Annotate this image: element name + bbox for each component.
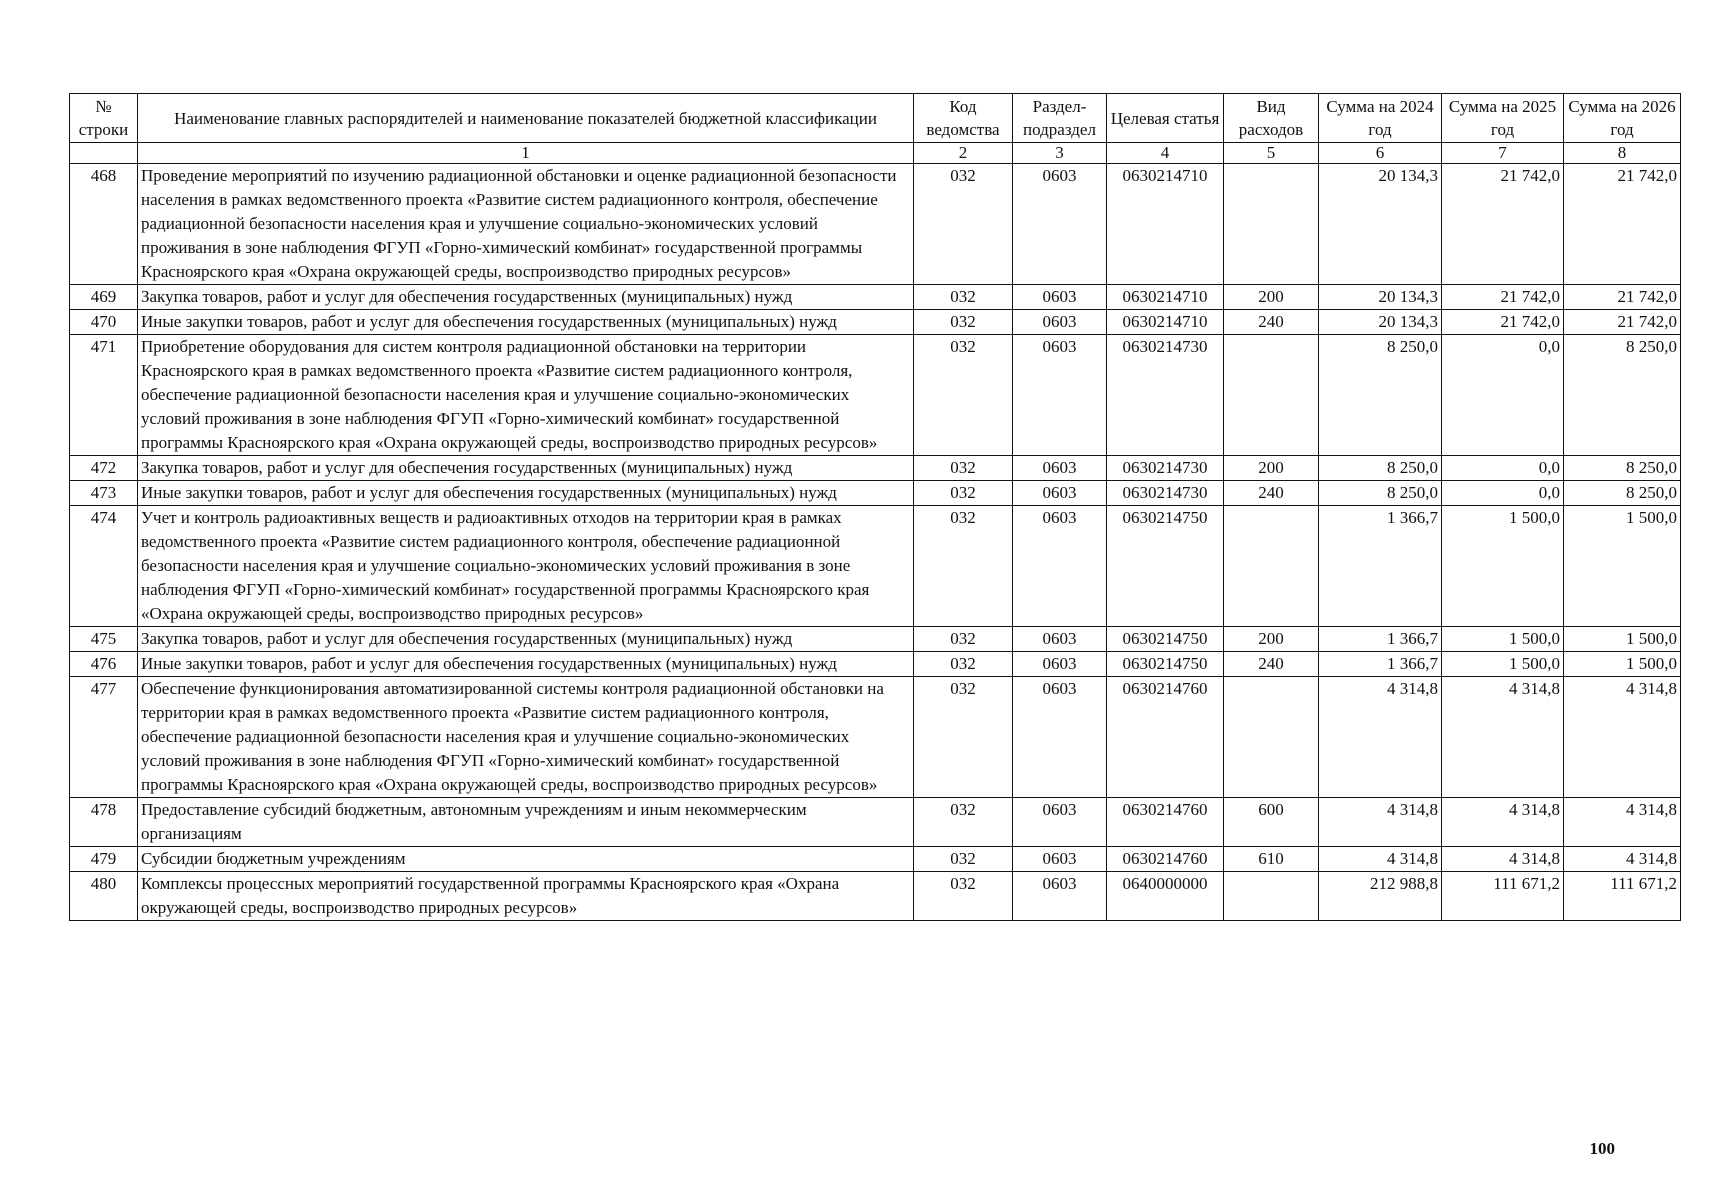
row-target-article: 0630214760 xyxy=(1107,798,1224,847)
row-target-article: 0630214750 xyxy=(1107,627,1224,652)
row-section: 0603 xyxy=(1013,310,1107,335)
row-name: Иные закупки товаров, работ и услуг для обеспечения государственных (муниципальных) нужд xyxy=(138,481,914,506)
row-name: Закупка товаров, работ и услуг для обеспечения государственных (муниципальных) нужд xyxy=(138,456,914,481)
column-number: 6 xyxy=(1319,143,1442,164)
row-target-article: 0630214710 xyxy=(1107,310,1224,335)
row-name: Иные закупки товаров, работ и услуг для обеспечения государственных (муниципальных) нужд xyxy=(138,310,914,335)
row-target-article: 0630214730 xyxy=(1107,481,1224,506)
row-sum-2026: 1 500,0 xyxy=(1564,506,1681,627)
header-name: Наименование главных распорядителей и наименование показателей бюджетной классификации xyxy=(138,94,914,143)
row-sum-2024: 4 314,8 xyxy=(1319,847,1442,872)
row-name: Учет и контроль радиоактивных веществ и радиоактивных отходов на территории края в рамках ведомственного проекта «Развитие систем радиационного контроля, обеспечение радиационной безопасности населения края и улучшение социально-экономических условий проживания в зоне наблюдения ФГУП «Горно-химический комбинат» государственной программы Красноярского края «Охрана окружающей среды, воспроизводство природных ресурсов» xyxy=(138,506,914,627)
row-number: 469 xyxy=(70,285,138,310)
row-name: Приобретение оборудования для систем контроля радиационной обстановки на территории Красноярского края в рамках ведомственного проекта «Развитие систем радиационного контроля, обеспечение радиационной безопасности населения края и улучшение социально-экономических условий проживания в зоне наблюдения ФГУП «Горно-химический комбинат» государственной программы Красноярского края «Охрана окружающей среды, воспроизводство природных ресурсов» xyxy=(138,335,914,456)
row-target-article: 0630214750 xyxy=(1107,652,1224,677)
row-sum-2024: 8 250,0 xyxy=(1319,456,1442,481)
row-sum-2026: 111 671,2 xyxy=(1564,872,1681,921)
header-row-number: № строки xyxy=(70,94,138,143)
row-expense-type: 600 xyxy=(1224,798,1319,847)
row-expense-type xyxy=(1224,335,1319,456)
row-sum-2024: 8 250,0 xyxy=(1319,481,1442,506)
row-number: 476 xyxy=(70,652,138,677)
row-number: 479 xyxy=(70,847,138,872)
row-number: 477 xyxy=(70,677,138,798)
row-expense-type xyxy=(1224,872,1319,921)
row-expense-type: 200 xyxy=(1224,285,1319,310)
row-sum-2026: 21 742,0 xyxy=(1564,310,1681,335)
row-sum-2025: 111 671,2 xyxy=(1442,872,1564,921)
row-sum-2026: 4 314,8 xyxy=(1564,798,1681,847)
header-row xyxy=(70,94,1681,143)
column-number: 4 xyxy=(1107,143,1224,164)
column-number: 1 xyxy=(138,143,914,164)
row-sum-2024: 20 134,3 xyxy=(1319,285,1442,310)
row-sum-2024: 1 366,7 xyxy=(1319,627,1442,652)
row-sum-2026: 4 314,8 xyxy=(1564,847,1681,872)
table-row xyxy=(70,456,1681,481)
row-sum-2025: 1 500,0 xyxy=(1442,506,1564,627)
row-sum-2026: 1 500,0 xyxy=(1564,652,1681,677)
column-number xyxy=(70,143,138,164)
header-section: Раздел-подраздел xyxy=(1013,94,1107,143)
row-number: 470 xyxy=(70,310,138,335)
row-department-code: 032 xyxy=(914,164,1013,285)
row-target-article: 0630214760 xyxy=(1107,847,1224,872)
row-section: 0603 xyxy=(1013,164,1107,285)
row-sum-2025: 0,0 xyxy=(1442,456,1564,481)
column-number: 8 xyxy=(1564,143,1681,164)
table-row xyxy=(70,677,1681,798)
row-target-article: 0630214710 xyxy=(1107,164,1224,285)
header-sum-2025: Сумма на 2025 год xyxy=(1442,94,1564,143)
row-number: 468 xyxy=(70,164,138,285)
row-number: 473 xyxy=(70,481,138,506)
row-sum-2024: 20 134,3 xyxy=(1319,164,1442,285)
row-section: 0603 xyxy=(1013,285,1107,310)
table-row xyxy=(70,627,1681,652)
header-sum-2024: Сумма на 2024 год xyxy=(1319,94,1442,143)
row-section: 0603 xyxy=(1013,798,1107,847)
table-row xyxy=(70,310,1681,335)
row-name: Иные закупки товаров, работ и услуг для обеспечения государственных (муниципальных) нужд xyxy=(138,652,914,677)
row-section: 0603 xyxy=(1013,506,1107,627)
row-department-code: 032 xyxy=(914,677,1013,798)
row-sum-2024: 1 366,7 xyxy=(1319,652,1442,677)
budget-table xyxy=(69,93,1681,921)
row-section: 0603 xyxy=(1013,335,1107,456)
row-sum-2024: 20 134,3 xyxy=(1319,310,1442,335)
column-number: 2 xyxy=(914,143,1013,164)
row-expense-type xyxy=(1224,506,1319,627)
row-section: 0603 xyxy=(1013,456,1107,481)
row-section: 0603 xyxy=(1013,872,1107,921)
row-sum-2025: 1 500,0 xyxy=(1442,627,1564,652)
row-sum-2025: 1 500,0 xyxy=(1442,652,1564,677)
table-row xyxy=(70,506,1681,627)
table-body xyxy=(70,164,1681,921)
row-sum-2026: 1 500,0 xyxy=(1564,627,1681,652)
row-expense-type: 200 xyxy=(1224,627,1319,652)
row-department-code: 032 xyxy=(914,456,1013,481)
row-target-article: 0630214730 xyxy=(1107,456,1224,481)
table-row xyxy=(70,481,1681,506)
row-sum-2026: 8 250,0 xyxy=(1564,481,1681,506)
header-target-article: Целевая статья xyxy=(1107,94,1224,143)
header-department-code: Код ведомства xyxy=(914,94,1013,143)
row-department-code: 032 xyxy=(914,872,1013,921)
row-expense-type xyxy=(1224,677,1319,798)
row-sum-2025: 0,0 xyxy=(1442,481,1564,506)
table-row xyxy=(70,285,1681,310)
row-department-code: 032 xyxy=(914,798,1013,847)
row-number: 471 xyxy=(70,335,138,456)
row-sum-2025: 21 742,0 xyxy=(1442,310,1564,335)
row-sum-2024: 8 250,0 xyxy=(1319,335,1442,456)
row-name: Закупка товаров, работ и услуг для обеспечения государственных (муниципальных) нужд xyxy=(138,285,914,310)
table-row xyxy=(70,652,1681,677)
row-target-article: 0630214760 xyxy=(1107,677,1224,798)
row-sum-2024: 212 988,8 xyxy=(1319,872,1442,921)
row-name: Комплексы процессных мероприятий государственной программы Красноярского края «Охрана окружающей среды, воспроизводство природных ресурсов» xyxy=(138,872,914,921)
row-sum-2026: 21 742,0 xyxy=(1564,285,1681,310)
row-section: 0603 xyxy=(1013,481,1107,506)
row-name: Субсидии бюджетным учреждениям xyxy=(138,847,914,872)
row-sum-2025: 4 314,8 xyxy=(1442,798,1564,847)
row-sum-2025: 0,0 xyxy=(1442,335,1564,456)
row-number: 475 xyxy=(70,627,138,652)
row-name: Предоставление субсидий бюджетным, автономным учреждениям и иным некоммерческим организациям xyxy=(138,798,914,847)
column-number: 5 xyxy=(1224,143,1319,164)
row-section: 0603 xyxy=(1013,652,1107,677)
row-expense-type: 200 xyxy=(1224,456,1319,481)
row-target-article: 0630214750 xyxy=(1107,506,1224,627)
row-sum-2024: 1 366,7 xyxy=(1319,506,1442,627)
row-expense-type: 610 xyxy=(1224,847,1319,872)
header-sum-2026: Сумма на 2026 год xyxy=(1564,94,1681,143)
row-department-code: 032 xyxy=(914,627,1013,652)
row-expense-type: 240 xyxy=(1224,310,1319,335)
row-target-article: 0630214730 xyxy=(1107,335,1224,456)
row-number: 480 xyxy=(70,872,138,921)
column-number-row xyxy=(70,143,1681,164)
header-expense-type: Вид расходов xyxy=(1224,94,1319,143)
table-row xyxy=(70,847,1681,872)
row-sum-2026: 8 250,0 xyxy=(1564,335,1681,456)
row-department-code: 032 xyxy=(914,847,1013,872)
row-section: 0603 xyxy=(1013,627,1107,652)
table-row xyxy=(70,335,1681,456)
row-section: 0603 xyxy=(1013,677,1107,798)
row-name: Проведение мероприятий по изучению радиационной обстановки и оценке радиационной безопасности населения в рамках ведомственного проекта «Развитие систем радиационного контроля, обеспечение радиационной безопасности населения края и улучшение социально-экономических условий проживания в зоне наблюдения ФГУП «Горно-химический комбинат» государственной программы Красноярского края «Охрана окружающей среды, воспроизводство природных ресурсов» xyxy=(138,164,914,285)
row-number: 474 xyxy=(70,506,138,627)
row-name: Обеспечение функционирования автоматизированной системы контроля радиационной обстановки на территории края в рамках ведомственного проекта «Развитие систем радиационного контроля, обеспечение радиационной безопасности населения края и улучшение социально-экономических условий проживания в зоне наблюдения ФГУП «Горно-химический комбинат» государственной программы Красноярского края «Охрана окружающей среды, воспроизводство природных ресурсов» xyxy=(138,677,914,798)
row-department-code: 032 xyxy=(914,506,1013,627)
row-target-article: 0640000000 xyxy=(1107,872,1224,921)
row-sum-2024: 4 314,8 xyxy=(1319,677,1442,798)
row-department-code: 032 xyxy=(914,652,1013,677)
row-expense-type xyxy=(1224,164,1319,285)
row-department-code: 032 xyxy=(914,285,1013,310)
row-sum-2025: 4 314,8 xyxy=(1442,847,1564,872)
row-section: 0603 xyxy=(1013,847,1107,872)
page-number: 100 xyxy=(1589,1139,1615,1158)
row-sum-2026: 8 250,0 xyxy=(1564,456,1681,481)
row-sum-2025: 21 742,0 xyxy=(1442,164,1564,285)
row-department-code: 032 xyxy=(914,481,1013,506)
row-department-code: 032 xyxy=(914,335,1013,456)
row-sum-2025: 21 742,0 xyxy=(1442,285,1564,310)
row-expense-type: 240 xyxy=(1224,481,1319,506)
row-sum-2024: 4 314,8 xyxy=(1319,798,1442,847)
table-row xyxy=(70,164,1681,285)
row-number: 478 xyxy=(70,798,138,847)
row-number: 472 xyxy=(70,456,138,481)
row-sum-2026: 4 314,8 xyxy=(1564,677,1681,798)
table-row xyxy=(70,798,1681,847)
row-target-article: 0630214710 xyxy=(1107,285,1224,310)
table-row xyxy=(70,872,1681,921)
column-number: 3 xyxy=(1013,143,1107,164)
row-sum-2025: 4 314,8 xyxy=(1442,677,1564,798)
row-sum-2026: 21 742,0 xyxy=(1564,164,1681,285)
row-department-code: 032 xyxy=(914,310,1013,335)
column-number: 7 xyxy=(1442,143,1564,164)
row-expense-type: 240 xyxy=(1224,652,1319,677)
row-name: Закупка товаров, работ и услуг для обеспечения государственных (муниципальных) нужд xyxy=(138,627,914,652)
